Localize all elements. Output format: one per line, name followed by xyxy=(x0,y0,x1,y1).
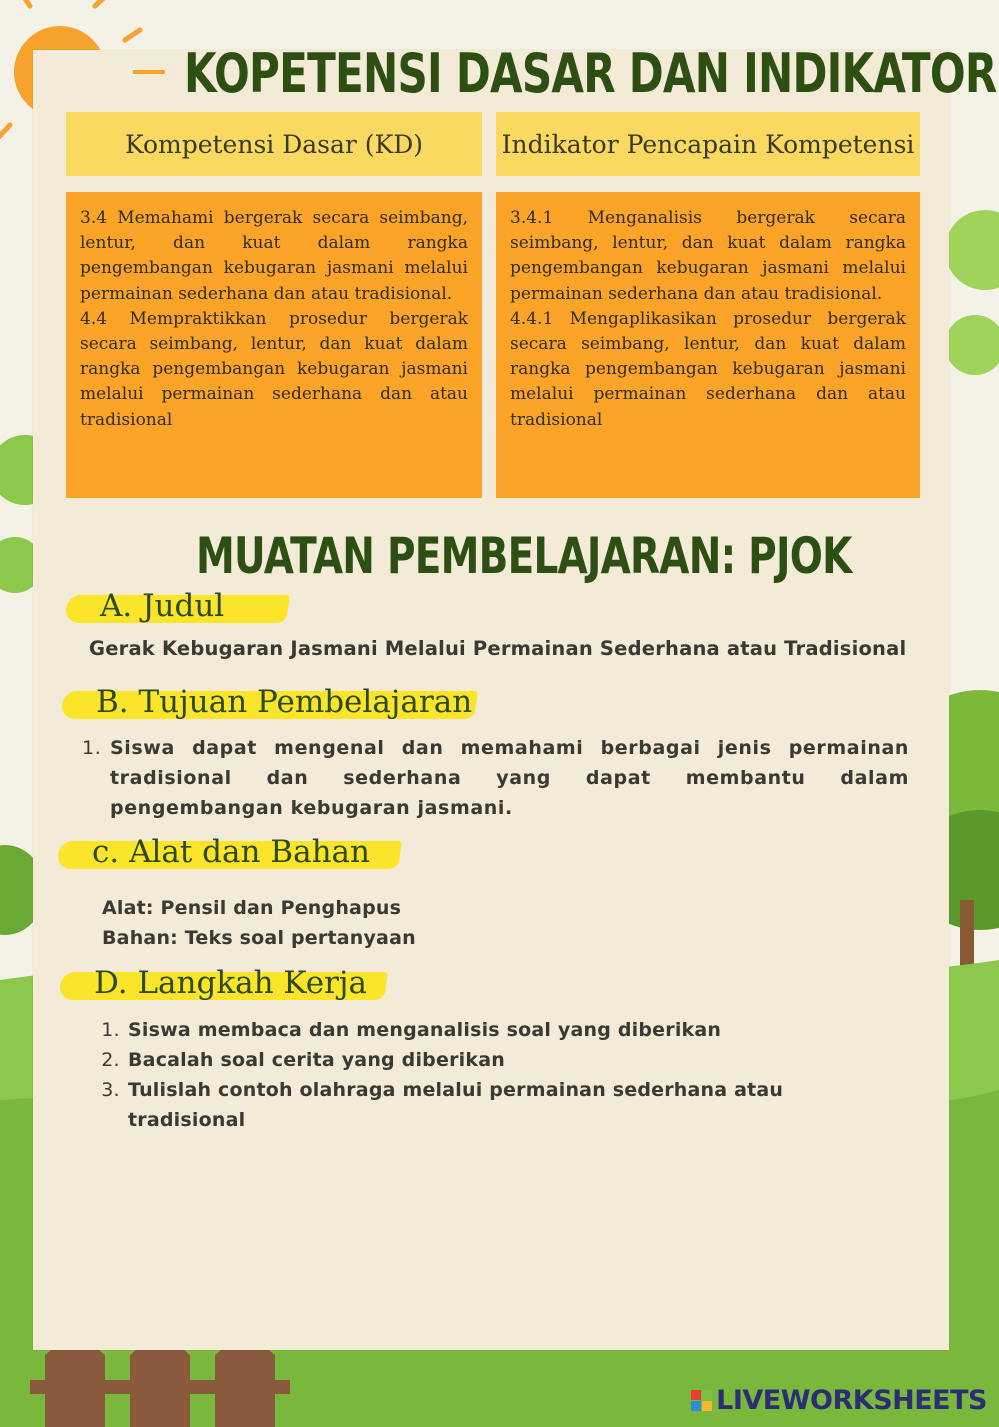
list-item: 1. Siswa membaca dan menganalisis soal yang diberikan xyxy=(126,1015,826,1045)
list-item: 1. Siswa dapat mengenal dan memahami berbagai jenis permainan tradisional dan sederhana yang dapat membantu dalam pengembangan kebugaran jasmani. xyxy=(108,733,909,823)
liveworksheets-logo xyxy=(691,1385,987,1416)
indikator-item: 4.4.1 Mengaplikasikan prosedur bergerak secara seimbang, lentur, dan kuat dalam rangka pengembangan kebugaran jasmani melalui permainan sederhana dan atau tradisional xyxy=(510,308,906,430)
tujuan-list xyxy=(88,733,909,823)
section-title-muatan: MUATAN PEMBELAJARAN: PJOK xyxy=(196,527,852,585)
logo-text: LIVEWORKSHEETS xyxy=(716,1385,987,1416)
liveworksheets-badge-icon xyxy=(691,1390,712,1411)
langkah-heading: D. Langkah Kerja xyxy=(94,965,368,1001)
alat-heading: c. Alat dan Bahan xyxy=(92,834,370,870)
indikator-cell xyxy=(496,192,920,498)
title-dash xyxy=(133,70,165,74)
kd-cell xyxy=(66,192,482,498)
header-indikator-label: Indikator Pencapain Kompetensi xyxy=(501,129,915,159)
langkah-list xyxy=(106,1015,826,1135)
indikator-item: 3.4.1 Menganalisis bergerak secara seimbang, lentur, dan kuat dalam rangka pengembangan kebugaran jasmani melalui permainan sederhana dan atau tradisional. xyxy=(510,208,906,304)
header-kd-label: Kompetensi Dasar (KD) xyxy=(124,129,424,159)
alat-text: Alat: Pensil dan Penghapus xyxy=(102,897,402,919)
page-title: KOPETENSI DASAR DAN INDIKATOR xyxy=(184,42,997,105)
list-item: 2. Bacalah soal cerita yang diberikan xyxy=(126,1045,826,1075)
list-item: 3. Tulislah contoh olahraga melalui permainan sederhana atau tradisional xyxy=(126,1075,826,1135)
table-header-kd xyxy=(66,112,482,176)
kd-item: 3.4 Memahami bergerak secara seimbang, lentur, dan kuat dalam rangka pengembangan kebugaran jasmani melalui permainan sederhana dan atau tradisional. xyxy=(80,208,468,304)
kd-item: 4.4 Mempraktikkan prosedur bergerak secara seimbang, lentur, dan kuat dalam rangka pengembangan kebugaran jasmani melalui permainan sederhana dan atau tradisional xyxy=(80,308,468,430)
judul-heading: A. Judul xyxy=(100,588,225,624)
table-header-indikator xyxy=(496,112,920,176)
bahan-text: Bahan: Teks soal pertanyaan xyxy=(102,927,416,949)
judul-text: Gerak Kebugaran Jasmani Melalui Permainan Sederhana atau Tradisional xyxy=(89,637,907,660)
tujuan-heading: B. Tujuan Pembelajaran xyxy=(96,684,473,720)
